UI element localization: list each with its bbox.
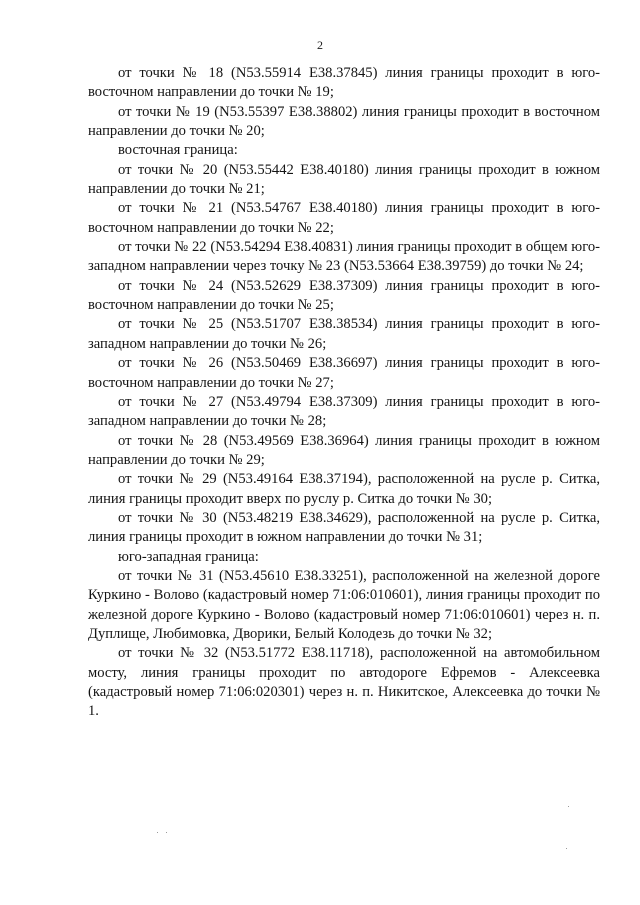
document-body	[88, 64, 600, 722]
paragraph-point-28: от точки № 28 (N53.49569 E38.36964) линия границы проходит в южном направлении до точки № 29;	[88, 432, 600, 468]
paragraph-point-24: от точки № 24 (N53.52629 E38.37309) линия границы проходит в юго-восточном направлении до точки № 25;	[88, 277, 600, 314]
scan-speck	[566, 848, 567, 849]
paragraph-point-21: от точки № 21 (N53.54767 E38.40180) линия границы проходит в юго-восточном направлении до точки № 22;	[88, 200, 600, 236]
paragraph-point-27: от точки № 27 (N53.49794 E38.37309) линия границы проходит в юго-западном направлении до точки № 28;	[88, 393, 600, 430]
paragraph-point-26: от точки № 26 (N53.50469 E38.36697) линия границы проходит в юго-восточном направлении до точки № 27;	[88, 355, 600, 391]
page-number: 2	[317, 38, 323, 52]
paragraph-point-32: от точки № 32 (N53.51772 E38.11718), расположенной на автомобильном мосту, линия границы проходит по автодороге Ефремов - Алексеевка (кадастровый номер 71:06:020301) через н. п. Никитское, Алексеевка до точки № 1.	[88, 645, 600, 720]
section-heading-southwest: юго-западная граница:	[118, 548, 259, 565]
paragraph-point-20: от точки № 20 (N53.55442 E38.40180) линия границы проходит в южном направлении до точки № 21;	[88, 161, 600, 198]
paragraph-point-31: от точки № 31 (N53.45610 E38.33251), расположенной на железной дороге Куркино - Волово (кадастровый номер 71:06:010601), линия границы проходит по железной дороге Куркино - Волово (кадастровый номер 71:06:010601) через н. п. Дуплище, Любимовка, Дворики, Белый Колодезь до точки № 32;	[88, 567, 600, 642]
paragraph-point-22: от точки № 22 (N53.54294 E38.40831) линия границы проходит в общем юго-западном направлении через точку № 23 (N53.53664 E38.39759) до точки № 24;	[88, 239, 600, 275]
paragraph-point-19: от точки № 19 (N53.55397 E38.38802) линия границы проходит в восточном направлении до точки № 20;	[88, 103, 600, 140]
scan-speck	[157, 832, 158, 833]
paragraph-point-18: от точки № 18 (N53.55914 E38.37845) линия границы проходит в юго-восточном направлении до точки № 19;	[88, 65, 600, 101]
scan-speck	[568, 806, 569, 807]
section-heading-east: восточная граница:	[118, 142, 238, 159]
scan-speck	[166, 832, 167, 833]
paragraph-point-25: от точки № 25 (N53.51707 E38.38534) линия границы проходит в юго-западном направлении до точки № 26;	[88, 316, 600, 352]
paragraph-point-29: от точки № 29 (N53.49164 E38.37194), расположенной на русле р. Ситка, линия границы проходит вверх по руслу р. Ситка до точки № 30;	[88, 471, 600, 507]
paragraph-point-30: от точки № 30 (N53.48219 E38.34629), расположенной на русле р. Ситка, линия границы проходит в южном направлении до точки № 31;	[88, 509, 600, 546]
